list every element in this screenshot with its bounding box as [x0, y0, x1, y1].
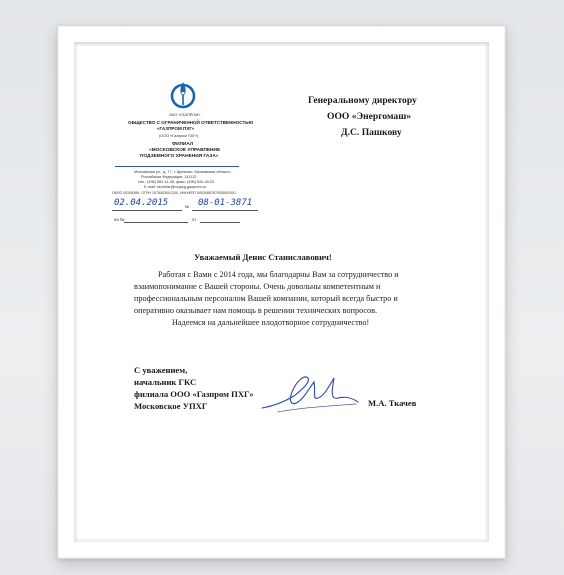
signatory-name: М.А. Ткачев: [368, 398, 417, 408]
closing-line4: Московское УПХГ: [134, 401, 208, 411]
ref-na-label: на №: [114, 217, 125, 222]
gazprom-logo-icon: [168, 80, 198, 110]
branch-line3: ПОДЗЕМНОГО ХРАНЕНИЯ ГАЗА»: [140, 154, 219, 159]
body-line2: взаимопонимание с Вашей стороны. Очень довольны компетентным и: [134, 282, 381, 291]
address-line3: тел.: (496) 562-11-46, факс: (496) 526-40-02: [138, 180, 215, 184]
address-line2: Российская Федерация, 141112: [141, 175, 197, 179]
body-line4: оперативно оказывает нам помощь в решении технических вопросов.: [134, 306, 378, 315]
branch-line1: ФИЛИАЛ: [172, 142, 194, 147]
ref-ot-label: от: [192, 217, 197, 222]
letterhead-divider: [115, 166, 239, 167]
org-name-line1: ОБЩЕСТВО С ОГРАНИЧЕННОЙ ОТВЕТСТВЕННОСТЬЮ: [128, 120, 254, 125]
recipient-company: ООО «Энергомаш»: [327, 111, 412, 122]
registration-codes: ОКПО 00209269, ОГРН 1075003001200, ИНН/КПП 5003065767/505002001: [112, 191, 236, 195]
closing-line1: С уважением,: [134, 365, 188, 375]
branch-line2: «МОСКОВСКОЕ УПРАВЛЕНИЕ: [149, 148, 221, 153]
handwritten-date: 02.04.2015: [114, 198, 169, 208]
org-short-name: (ООО «Газпром ПХГ»): [159, 134, 199, 138]
salutation: Уважаемый Денис Станиславович!: [194, 252, 332, 262]
signature-icon: [258, 368, 362, 418]
closing-line3: филиала ООО «Газпром ПХГ»: [134, 389, 254, 399]
address-line4: E-mail: secretar@mupxg.gazprom.ru: [144, 185, 207, 189]
handwritten-number: 08-01-3871: [198, 198, 253, 208]
closing-line2: начальник ГКС: [134, 377, 197, 387]
recipient-title: Генеральному директору: [308, 95, 417, 106]
body-line3: профессиональным персоналом Вашей компании, который всегда быстро и: [134, 294, 398, 303]
recipient-name: Д.С. Пашкову: [341, 127, 402, 138]
body-line1: Работая с Вами с 2014 года, мы благодарны Вам за сотрудничество и: [158, 270, 399, 279]
address-line1: Московская ул., д. 77, г. Щелково, Московская область,: [134, 170, 232, 174]
org-name-line2: «ГАЗПРОМ ПХГ»: [157, 126, 195, 131]
body-line5: Надеемся на дальнейшее плодотворное сотрудничество!: [172, 318, 370, 327]
company-short-name: ОАО «ГАЗПРОМ»: [169, 113, 201, 117]
